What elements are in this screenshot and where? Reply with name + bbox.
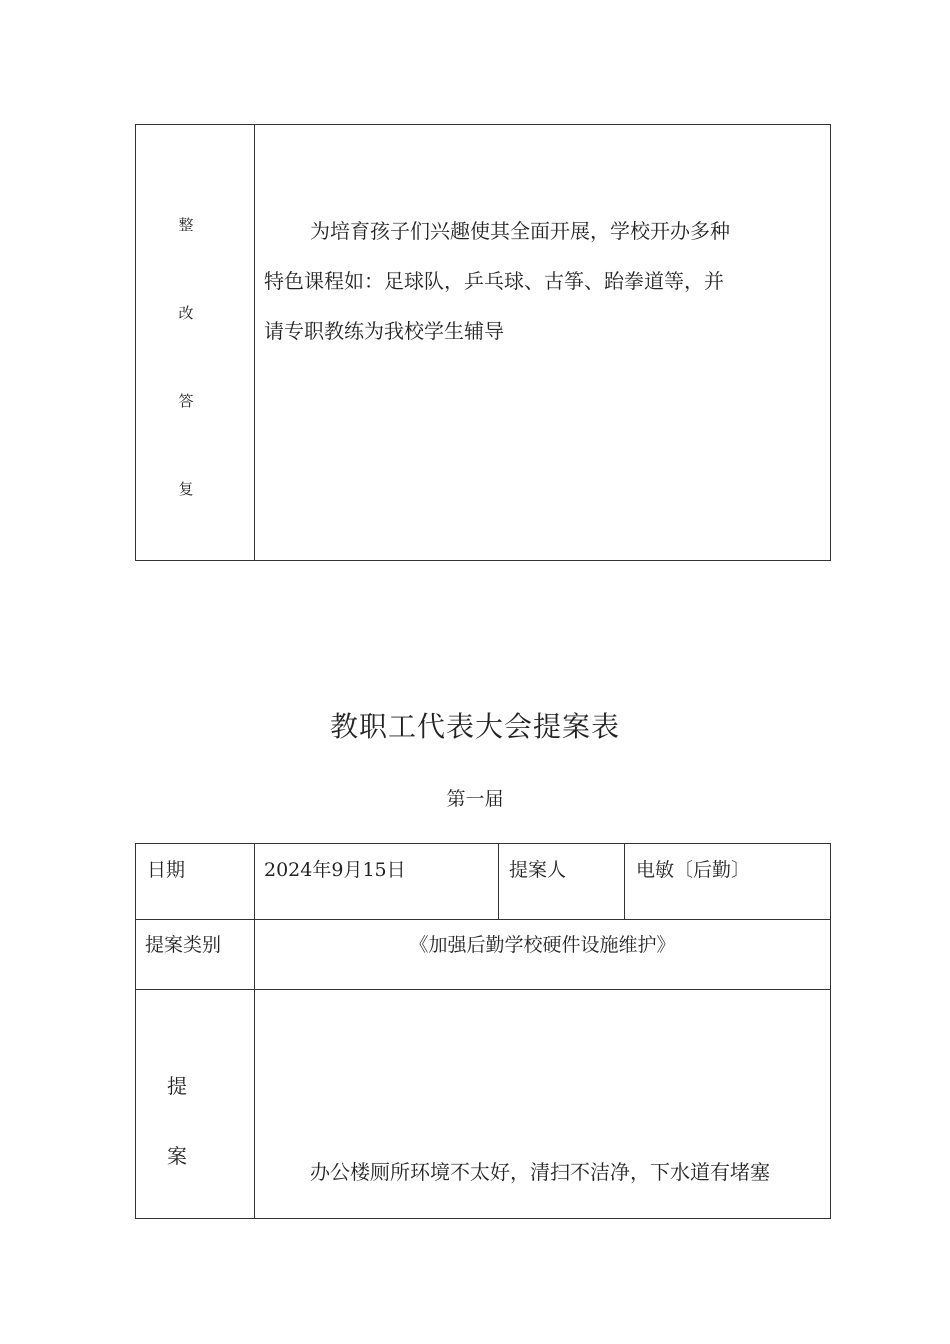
category-value: 《加强后勤学校硬件设施维护》 <box>409 934 676 956</box>
proposal-text: 办公楼厕所环境不太好，清扫不洁净，下水道有堵塞 <box>310 1160 770 1184</box>
reply-line: 为培育孩子们兴趣使其全面开展，学校开办多种 <box>310 219 730 243</box>
table-border-bottom <box>135 1218 831 1219</box>
date-value: 2024年9月15日 <box>264 859 406 881</box>
category-label: 提案类别 <box>145 934 222 956</box>
reply-line: 请专职教练为我校学生辅导 <box>264 319 504 343</box>
proposal-label-char: 案 <box>167 1144 187 1168</box>
table-border-right <box>830 124 831 561</box>
table-col-divider <box>624 843 625 920</box>
reply-label-char: 复 <box>178 480 194 498</box>
reply-label-char: 答 <box>178 392 194 410</box>
table-border-left <box>135 124 136 561</box>
form-title: 教职工代表大会提案表 <box>329 710 620 743</box>
table-col-divider <box>254 843 255 1219</box>
reply-label-char: 整 <box>178 216 194 234</box>
reply-label-char: 改 <box>178 304 194 322</box>
proposer-value: 电敏〔后勤〕 <box>636 859 751 881</box>
table-border-top <box>135 843 831 844</box>
date-label: 日期 <box>147 859 186 881</box>
table-row-divider <box>135 919 831 920</box>
proposer-label: 提案人 <box>509 859 567 881</box>
table-border-right <box>830 843 831 1219</box>
table-border-bottom <box>135 560 831 561</box>
table-border-top <box>135 124 831 125</box>
reply-content <box>264 206 730 356</box>
table-col-divider <box>498 843 499 920</box>
proposal-label-char: 提 <box>167 1074 187 1098</box>
form-session: 第一届 <box>446 788 504 810</box>
table-border-left <box>135 843 136 1219</box>
reply-line: 特色课程如：足球队，乒乓球、古筝、跆拳道等，并 <box>264 269 724 293</box>
table-divider-vertical <box>254 124 255 561</box>
table-row-divider <box>135 989 831 990</box>
